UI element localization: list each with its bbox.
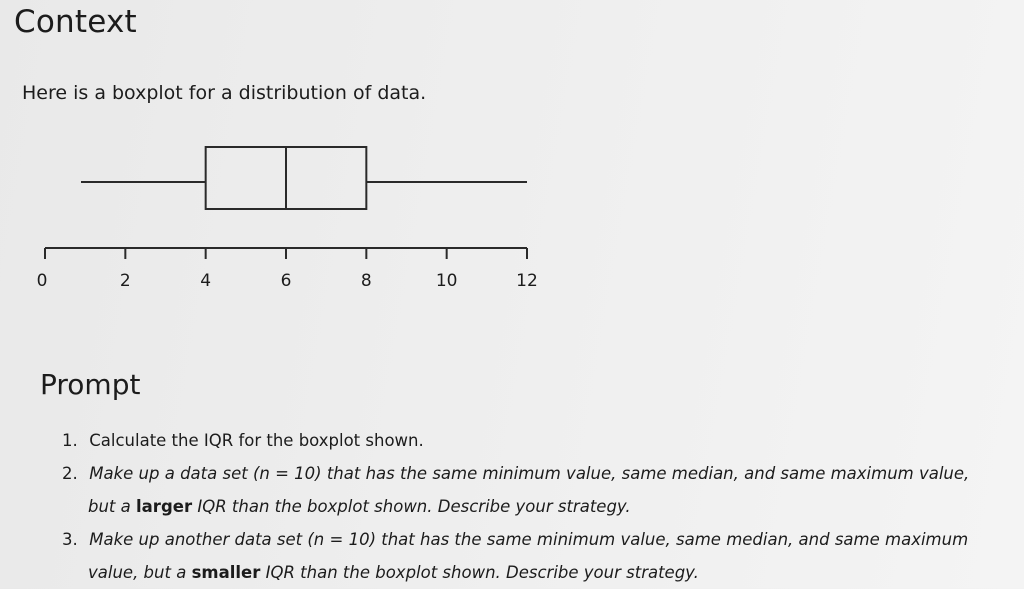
prompt-item-2	[62, 457, 1012, 523]
text-run: but a	[88, 497, 137, 516]
text-run: value, but a	[88, 563, 192, 582]
prompt-heading: Prompt	[40, 368, 141, 401]
boxplot-figure	[0, 130, 600, 310]
prompt-item-1	[62, 424, 1012, 457]
emphasis-larger: larger	[136, 497, 193, 516]
axis-tick-label: 8	[360, 271, 372, 291]
boxplot-svg	[0, 130, 600, 310]
prompt-item-number: 2.	[62, 464, 78, 483]
prompt-item-continuation	[62, 490, 1012, 523]
axis-tick-label: 2	[119, 271, 131, 291]
prompt-item-text: Make up another data set (n = 10) that has the same minimum value, same median, and same maximum	[89, 530, 969, 549]
axis-tick-label: 10	[435, 271, 458, 291]
prompt-list	[62, 424, 1012, 589]
axis-tick-label: 12	[516, 271, 538, 291]
prompt-item-number: 3.	[62, 530, 78, 549]
intro-text: Here is a boxplot for a distribution of data.	[22, 82, 427, 104]
axis-tick-label: 6	[280, 271, 292, 291]
prompt-item-text: Make up a data set (n = 10) that has the same minimum value, same median, and same maximum value,	[89, 464, 970, 483]
axis-tick-label: 0	[36, 271, 48, 291]
prompt-item-number: 1.	[62, 431, 78, 450]
text-run: IQR than the boxplot shown. Describe your strategy.	[192, 497, 631, 516]
axis-tick-label: 4	[200, 271, 212, 291]
prompt-item-continuation	[62, 556, 1012, 589]
context-heading: Context	[14, 4, 137, 40]
prompt-item-text: Calculate the IQR for the boxplot shown.	[89, 431, 424, 450]
prompt-item-3	[62, 523, 1012, 589]
text-run: IQR than the boxplot shown. Describe your strategy.	[260, 563, 699, 582]
emphasis-smaller: smaller	[191, 563, 261, 582]
